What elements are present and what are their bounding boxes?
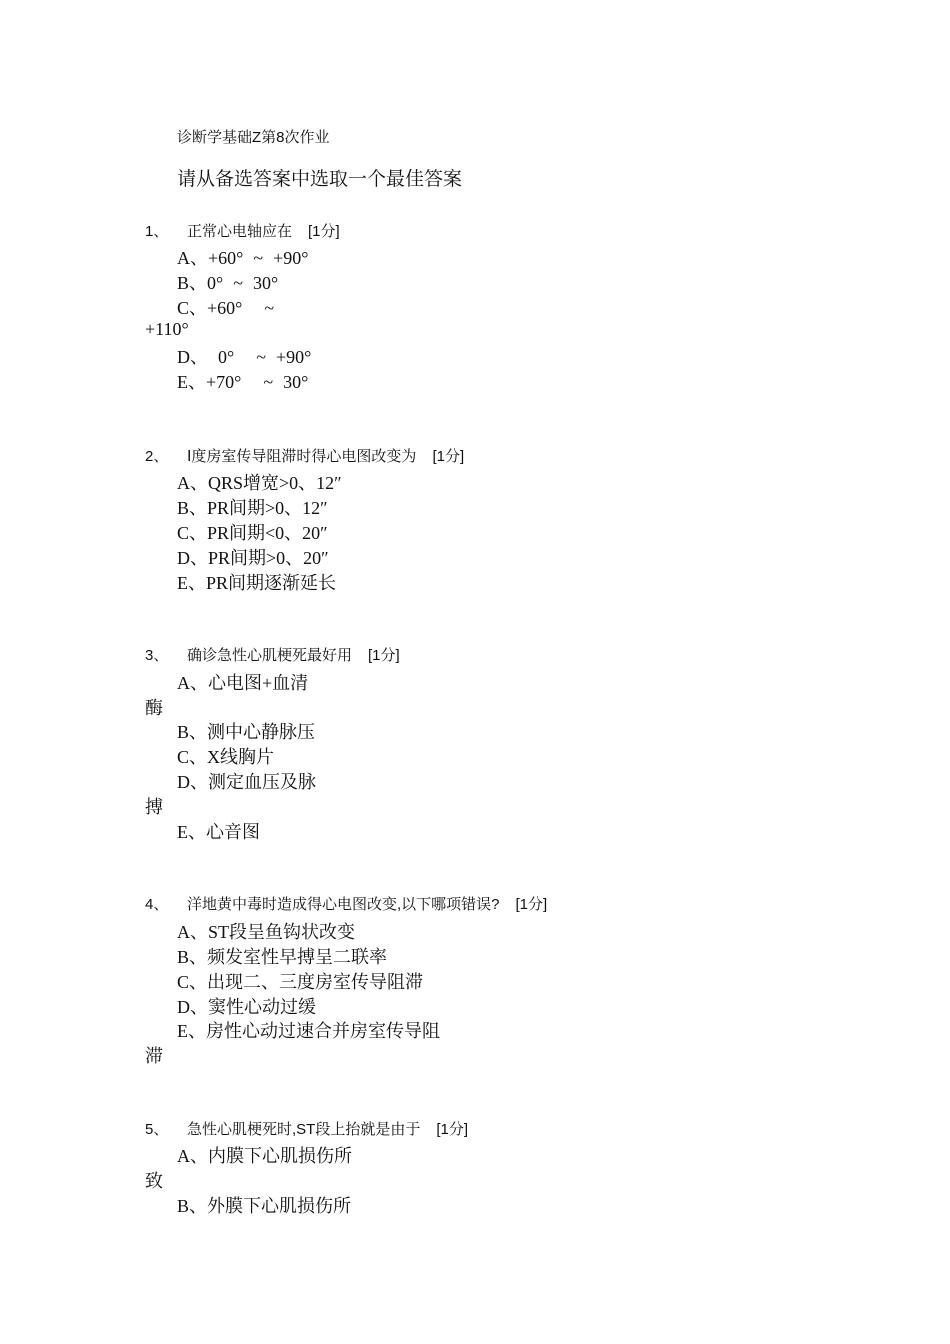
question-text: 正常心电轴应在 bbox=[187, 223, 293, 240]
option-5a-wrap: 致 bbox=[145, 1171, 163, 1191]
option-4e-wrap: 滞 bbox=[145, 1046, 163, 1066]
question-2 bbox=[145, 445, 464, 466]
question-points: [1分] bbox=[368, 647, 400, 664]
question-3 bbox=[145, 644, 400, 665]
option-4c: C、出现二、三度房室传导阻滞 bbox=[177, 972, 424, 992]
option-3e: E、心音图 bbox=[177, 822, 260, 842]
question-number: 3、 bbox=[145, 647, 169, 664]
option-2e: E、PR间期逐渐延长 bbox=[177, 573, 337, 593]
option-4b: B、频发室性早搏呈二联率 bbox=[177, 947, 388, 967]
option-1e: E、+70° ~ 30° bbox=[177, 372, 309, 392]
option-3c: C、X线胸片 bbox=[177, 747, 275, 767]
option-1d: D、 0° ~ +90° bbox=[177, 347, 312, 367]
question-points: [1分] bbox=[308, 223, 340, 240]
question-5 bbox=[145, 1118, 468, 1139]
option-3b: B、测中心静脉压 bbox=[177, 722, 316, 742]
option-3d-wrap: 搏 bbox=[145, 797, 163, 817]
question-number: 4、 bbox=[145, 896, 169, 913]
option-2b: B、PR间期>0、12″ bbox=[177, 498, 328, 518]
question-points: [1分] bbox=[515, 896, 548, 913]
question-1 bbox=[145, 220, 340, 241]
option-4e: E、房性心动过速合并房室传导阻 bbox=[177, 1021, 440, 1041]
question-text: 确诊急性心肌梗死最好用 bbox=[187, 647, 353, 664]
option-3a: A、心电图+血清 bbox=[177, 673, 309, 693]
question-number: 2、 bbox=[145, 448, 169, 465]
option-3d: D、测定血压及脉 bbox=[177, 772, 316, 792]
option-1c-wrap: +110° bbox=[145, 319, 189, 339]
question-points: [1分] bbox=[432, 448, 465, 465]
option-4a: A、ST段呈鱼钩状改变 bbox=[177, 922, 356, 942]
document-title: 诊断学基础Z第8次作业 bbox=[177, 129, 330, 146]
question-text: 急性心肌梗死时,ST段上抬就是由于 bbox=[187, 1121, 421, 1138]
option-3a-wrap: 酶 bbox=[145, 698, 163, 718]
option-2a: A、QRS增宽>0、12″ bbox=[177, 473, 342, 493]
question-number: 1、 bbox=[145, 223, 169, 240]
option-5b: B、外膜下心肌损伤所 bbox=[177, 1196, 352, 1216]
option-1b: B、0° ~ 30° bbox=[177, 273, 279, 293]
option-5a: A、内膜下心肌损伤所 bbox=[177, 1146, 352, 1166]
option-2c: C、PR间期<0、20″ bbox=[177, 523, 328, 543]
question-number: 5、 bbox=[145, 1121, 169, 1138]
option-1a: A、+60° ~ +90° bbox=[177, 248, 309, 268]
option-1c: C、+60° ~ bbox=[177, 298, 275, 318]
instructions-heading: 请从备选答案中选取一个最佳答案 bbox=[177, 169, 463, 190]
question-text: 洋地黄中毒时造成得心电图改变,以下哪项错误? bbox=[187, 896, 500, 913]
option-2d: D、PR间期>0、20″ bbox=[177, 548, 329, 568]
question-4 bbox=[145, 893, 547, 914]
option-4d: D、窦性心动过缓 bbox=[177, 997, 316, 1017]
question-points: [1分] bbox=[436, 1121, 469, 1138]
question-text: Ⅰ度房室传导阻滞时得心电图改变为 bbox=[187, 448, 417, 465]
